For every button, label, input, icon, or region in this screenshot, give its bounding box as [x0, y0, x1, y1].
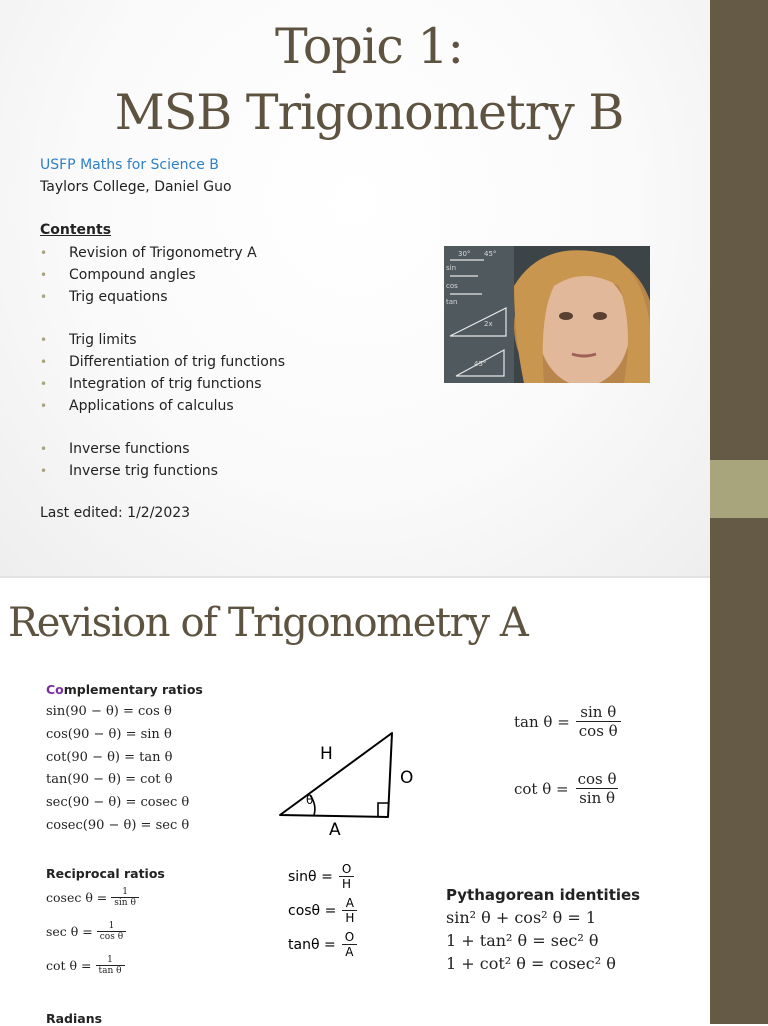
course-name: USFP Maths for Science B: [40, 157, 219, 173]
bullet-icon: •: [40, 399, 48, 413]
opposite-label: O: [400, 768, 414, 788]
contents-list: [40, 244, 285, 484]
contents-heading: Contents: [40, 222, 112, 238]
complementary-identity: cosec(90 − θ) = sec θ: [46, 818, 190, 833]
complementary-identity: cot(90 − θ) = tan θ: [46, 750, 173, 765]
radians-heading: Radians: [46, 1011, 103, 1026]
svg-text:2x: 2x: [484, 320, 493, 328]
svg-text:30°: 30°: [458, 250, 471, 258]
bullet-icon: •: [40, 464, 48, 478]
bullet-icon: •: [40, 333, 48, 347]
contents-item: • Integration of trig functions: [40, 376, 262, 392]
svg-text:45°: 45°: [484, 250, 497, 258]
tangent-ratio: tanθ = $\frac{O}{A}$: [288, 930, 357, 959]
complementary-heading: Complementary ratios: [46, 682, 203, 697]
reciprocal-identity: cosec θ = $\frac{1}{\text{sin θ}}$: [46, 887, 139, 908]
bullet-icon: •: [40, 268, 48, 282]
slide-title-line-1: Topic 1:: [274, 18, 464, 75]
pythagorean-identity: 1 + tan² θ = sec² θ: [446, 931, 599, 950]
adjacent-label: A: [329, 820, 341, 840]
author-line: Taylors College, Daniel Guo: [40, 179, 232, 195]
pythagorean-heading: Pythagorean identities: [446, 886, 641, 904]
svg-text:cos: cos: [446, 282, 458, 290]
svg-text:tan: tan: [446, 298, 458, 306]
reciprocal-identity: sec θ = $\frac{1}{\text{cos θ}}$: [46, 921, 126, 942]
cosine-ratio: cosθ = $\frac{A}{H}$: [288, 896, 357, 925]
math-meme-image: [444, 246, 650, 383]
sine-ratio: sinθ = $\frac{O}{H}$: [288, 862, 354, 891]
pythagorean-identity: sin² θ + cos² θ = 1: [446, 908, 597, 927]
svg-text:sin: sin: [446, 264, 457, 272]
contents-item: • Trig equations: [40, 289, 168, 305]
complementary-identity: cos(90 − θ) = sin θ: [46, 727, 172, 742]
complementary-identity: sin(90 − θ) = cos θ: [46, 704, 172, 719]
contents-item: • Revision of Trigonometry A: [40, 245, 257, 261]
slide-title-line-2: MSB Trigonometry B: [114, 84, 624, 141]
reciprocal-identity: cot θ = $\frac{1}{\text{tan θ}}$: [46, 955, 125, 976]
bullet-icon: •: [40, 355, 48, 369]
sidebar-accent-block: [710, 460, 768, 518]
contents-item: • Differentiation of trig functions: [40, 354, 285, 370]
tan-definition: tan θ = $\frac{\text{sin θ}}{\text{cos θ}}$: [514, 703, 621, 740]
bullet-icon: •: [40, 377, 48, 391]
complementary-identity: sec(90 − θ) = cosec θ: [46, 795, 190, 810]
hypotenuse-label: H: [320, 744, 333, 764]
contents-item: • Compound angles: [40, 267, 196, 283]
reciprocal-heading: Reciprocal ratios: [46, 866, 165, 881]
cot-definition: cot θ = $\frac{\text{cos θ}}{\text{sin θ}}$: [514, 770, 617, 807]
contents-item: • Inverse functions: [40, 441, 190, 457]
contents-item: • Trig limits: [40, 332, 137, 348]
section-title: Revision of Trigonometry A: [8, 600, 528, 646]
bullet-icon: •: [40, 246, 48, 260]
angle-label: θ: [306, 793, 314, 807]
pythagorean-identity: 1 + cot² θ = cosec² θ: [446, 954, 616, 973]
contents-item: • Applications of calculus: [40, 398, 234, 414]
complementary-identity: tan(90 − θ) = cot θ: [46, 772, 173, 787]
bullet-icon: •: [40, 442, 48, 456]
bullet-icon: •: [40, 290, 48, 304]
last-edited: Last edited: 1/2/2023: [40, 505, 191, 521]
contents-item: • Inverse trig functions: [40, 463, 218, 479]
svg-text:45°: 45°: [474, 360, 487, 368]
